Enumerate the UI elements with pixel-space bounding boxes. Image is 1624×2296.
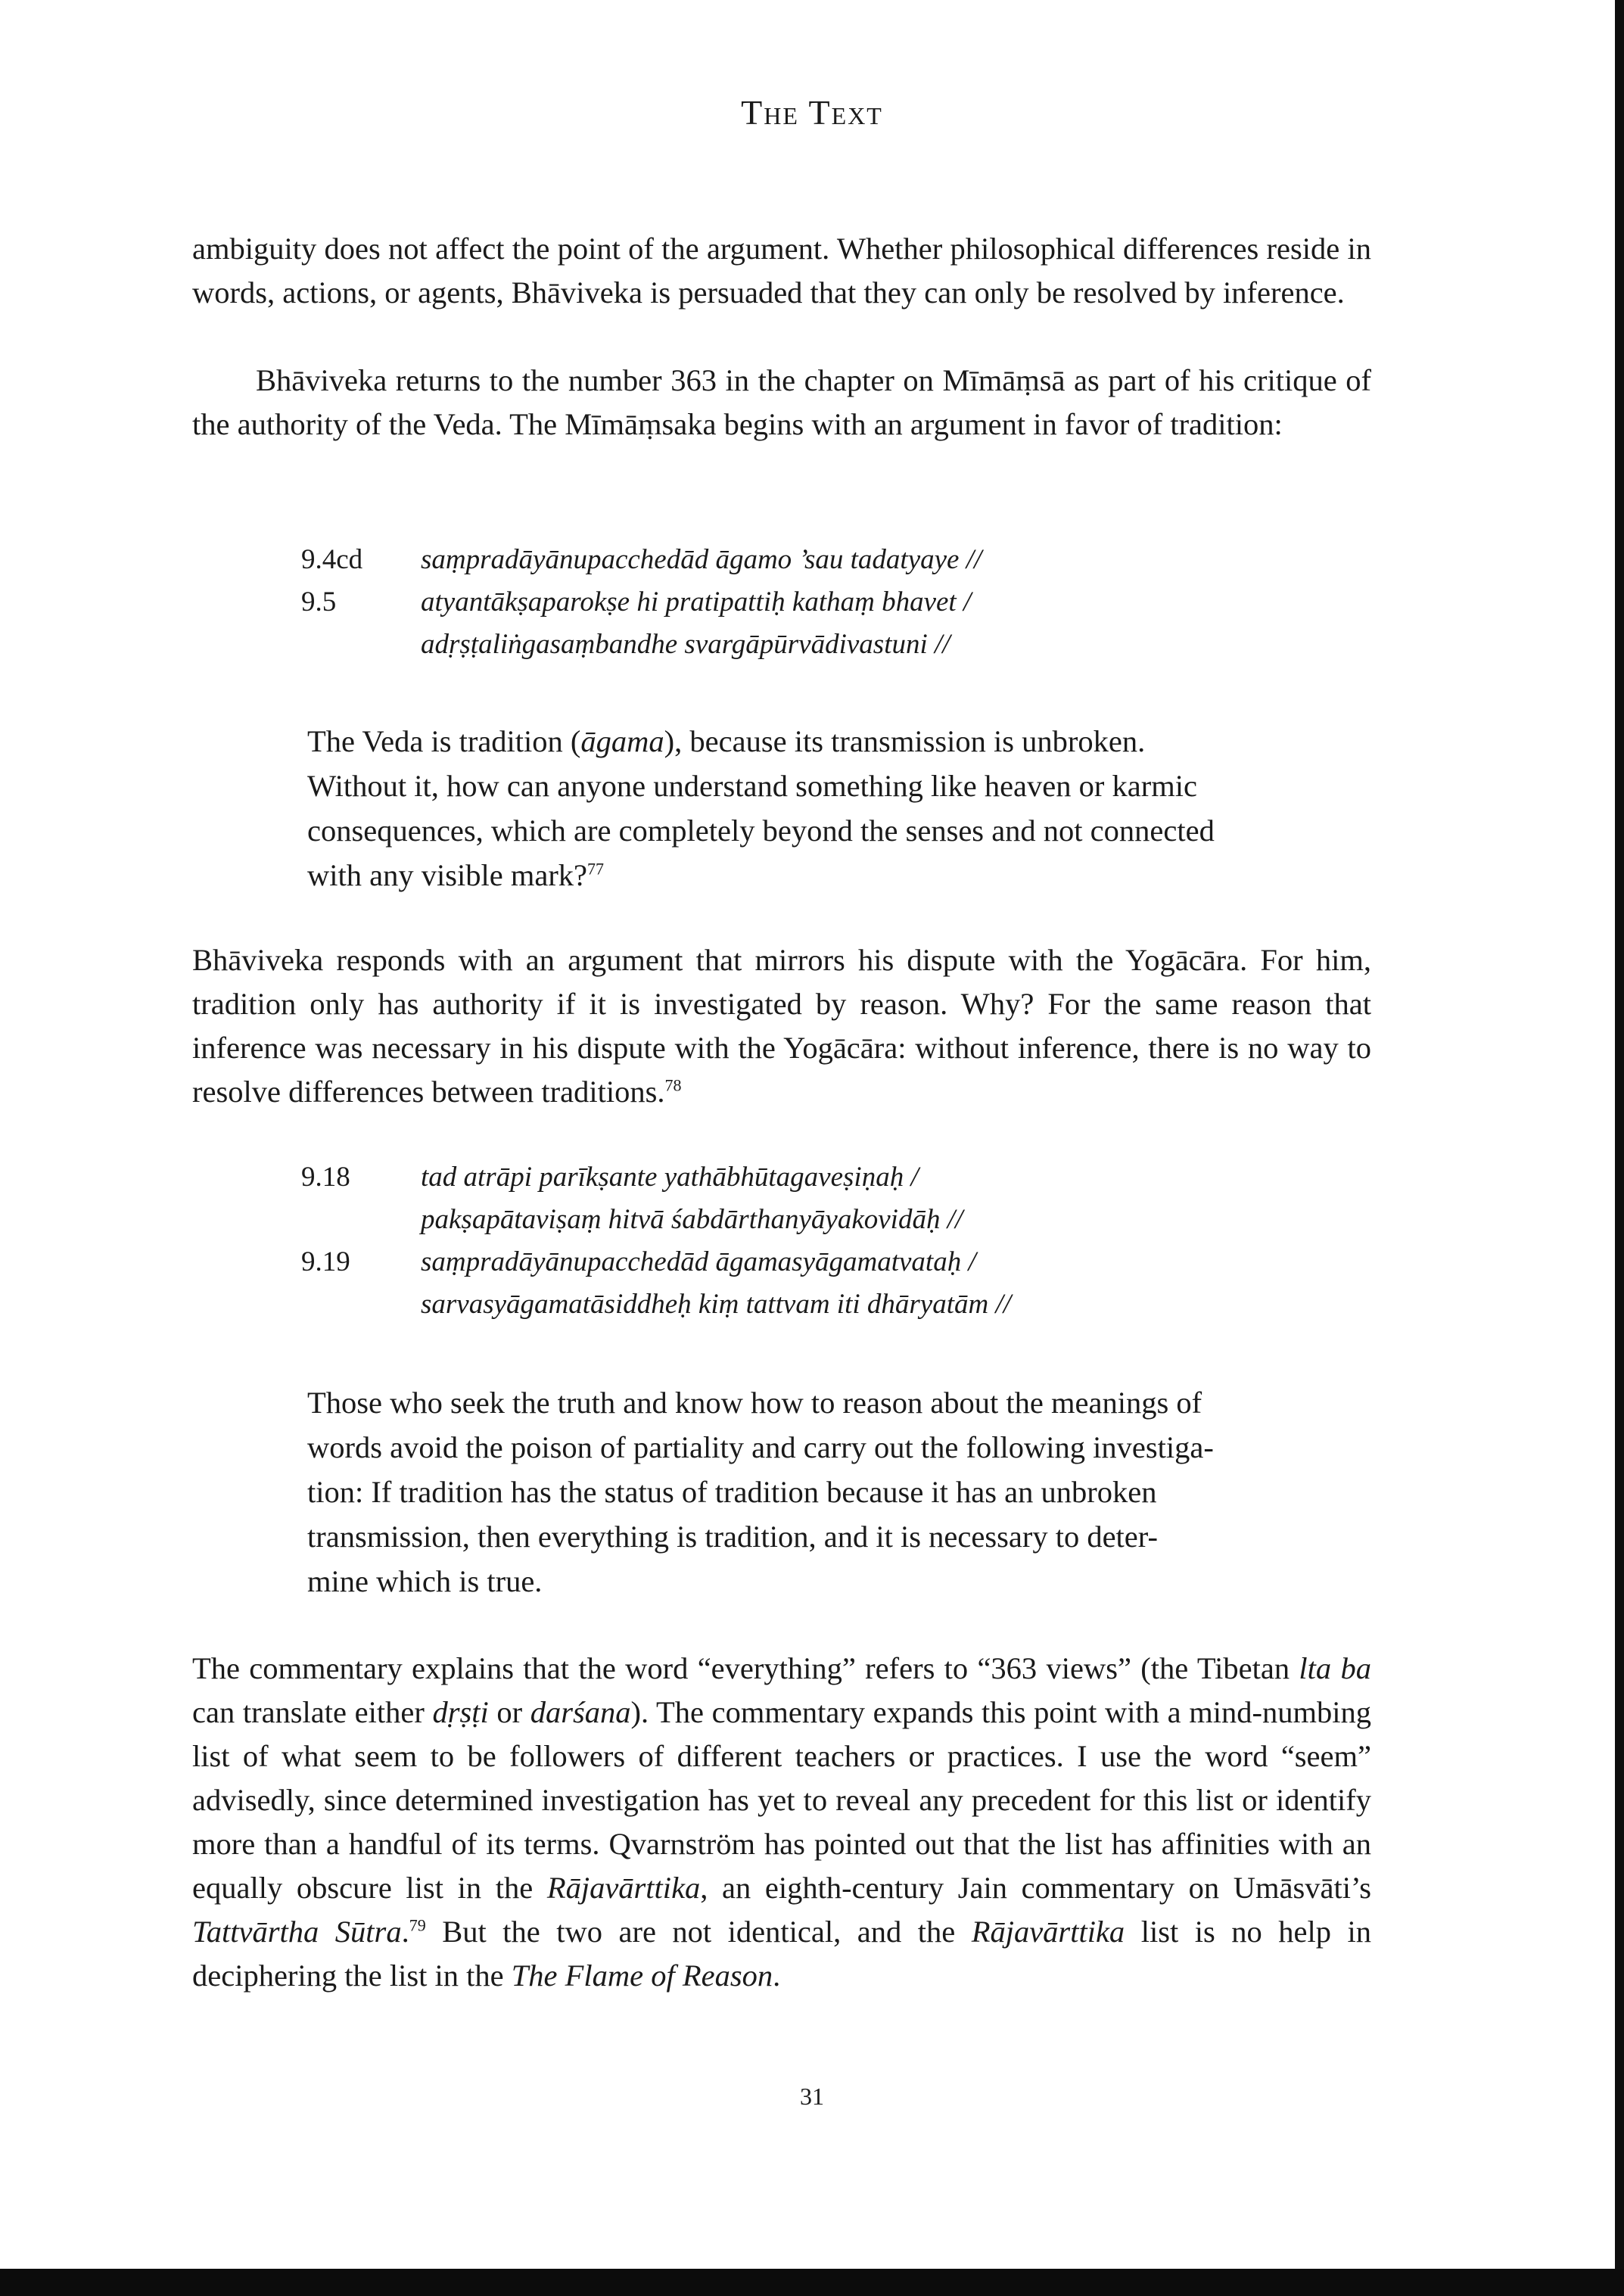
verse-number: 9.5 — [301, 586, 337, 618]
paragraph-text: Bhāviveka responds with an argument that mirrors his dispute with the Yogācāra. For him, tradition only has authority if it is investigated by reason. Why? For the same reason that inference was necessary in his dispute with the Yogācāra: without inference, there is no way to resolve differences between traditions. — [192, 943, 1371, 1109]
translation-line: consequences, which are completely beyond the senses and not connected — [307, 814, 1215, 848]
verse-line: saṃpradāyānupacchedād āgamo ’sau tadatyaye // — [421, 544, 982, 575]
translation-block-1 — [307, 719, 1314, 898]
paragraph-text: The commentary explains that the word “everything” refers to “363 views” (the Tibetan — [192, 1651, 1299, 1685]
paragraph-text: can translate either — [192, 1695, 433, 1729]
verse-row — [301, 1241, 1011, 1283]
verse-block-1 — [301, 539, 982, 666]
translation-text: with any visible mark? — [307, 858, 588, 892]
paragraph-text: , an eighth-century Jain commentary on Umāsvāti’s — [700, 1871, 1371, 1905]
scan-edge-shadow — [1615, 0, 1624, 2296]
paragraph-text: But the two are not identical, and the — [425, 1915, 972, 1949]
verse-number: 9.4cd — [301, 544, 363, 575]
translation-line: Those who seek the truth and know how to reason about the meanings of — [307, 1386, 1202, 1420]
translation-text: ), because its transmission is unbroken. — [664, 724, 1146, 758]
translation-line: mine which is true. — [307, 1564, 543, 1598]
book-title: Rājavārttika — [546, 1871, 701, 1905]
verse-number — [301, 624, 421, 666]
translation-line: Without it, how can anyone understand something like heaven or karmic — [307, 769, 1197, 803]
paragraph-commentary — [192, 1647, 1371, 1998]
paragraph-text: . — [773, 1958, 781, 1993]
verse-line: saṃpradāyānupacchedād āgamasyāgamatvataḥ / — [421, 1246, 976, 1277]
footnote-marker: 78 — [664, 1075, 682, 1095]
translation-text: The Veda is tradition ( — [307, 724, 581, 758]
book-title: Tattvārtha Sūtra — [192, 1915, 402, 1949]
paragraph-text: ). The commentary expands this point with a mind-numbing list of what seem to be followers of different teachers or practices. I use the word “seem” advisedly, since determined investigation has yet to reveal any precedent for this list or identify more than a handful of its terms. Qvarnström has pointed out that the list has affinities with an equally obscure list in the — [192, 1695, 1371, 1905]
verse-number — [301, 1283, 421, 1326]
verse-line: pakṣapātaviṣaṃ hitvā śabdārthanyāyakovidāḥ // — [421, 1204, 963, 1235]
verse-row — [301, 1199, 1011, 1241]
paragraph-response — [192, 938, 1371, 1114]
verse-row — [301, 581, 982, 624]
sanskrit-term: darśana — [530, 1695, 631, 1729]
paragraph-text: or — [488, 1695, 530, 1729]
page-number: 31 — [800, 2083, 824, 2110]
translation-line: words avoid the poison of partiality and carry out the following investiga- — [307, 1430, 1214, 1464]
running-head: The Text — [741, 93, 883, 132]
translation-line — [307, 719, 1314, 764]
sanskrit-term: dṛṣṭi — [432, 1695, 489, 1729]
verse-number: 9.19 — [301, 1246, 350, 1277]
book-title: The Flame of Reason — [511, 1958, 773, 1993]
verse-row — [301, 624, 982, 666]
book-title: Rājavārttika — [971, 1915, 1125, 1949]
verse-row — [301, 1156, 1011, 1199]
footnote-marker: 77 — [587, 859, 605, 879]
verse-block-2 — [301, 1156, 1011, 1326]
scan-bottom-bar — [0, 2269, 1624, 2296]
sanskrit-term: āgama — [580, 724, 664, 758]
verse-line: adṛṣṭaliṅgasaṃbandhe svargāpūrvādivastuni // — [421, 629, 950, 660]
translation-block-2 — [307, 1380, 1314, 1604]
paragraph-mimamsa-intro: Bhāviveka returns to the number 363 in the chapter on Mīmāṃsā as part of his critique of the authority of the Veda. The Mīmāṃsaka begins with an argument in favor of tradition: — [192, 363, 1371, 441]
verse-row — [301, 539, 982, 581]
verse-line: sarvasyāgamatāsiddheḥ kiṃ tattvam iti dhāryatām // — [421, 1289, 1012, 1320]
footnote-marker: 79 — [409, 1915, 426, 1935]
translation-line: tion: If tradition has the status of tradition because it has an unbroken — [307, 1475, 1157, 1509]
paragraph-text: list is no help in deciphering the list in the — [192, 1915, 1371, 1993]
verse-number: 9.18 — [301, 1162, 350, 1193]
verse-line: tad atrāpi parīkṣante yathābhūtagaveṣiṇaḥ / — [421, 1162, 919, 1193]
paragraph-continuation: ambiguity does not affect the point of the argument. Whether philosophical differences reside in words, actions, or agents, Bhāviveka is persuaded that they can only be resolved by inference. — [192, 232, 1371, 310]
verse-row — [301, 1283, 1011, 1326]
tibetan-term: lta ba — [1299, 1651, 1371, 1685]
verse-number — [301, 1199, 421, 1241]
translation-line — [307, 853, 1314, 898]
verse-line: atyantākṣaparokṣe hi pratipattiḥ kathaṃ bhavet / — [421, 586, 972, 618]
paragraph-text: . — [401, 1915, 409, 1949]
translation-line: transmission, then everything is tradition, and it is necessary to deter- — [307, 1520, 1158, 1554]
